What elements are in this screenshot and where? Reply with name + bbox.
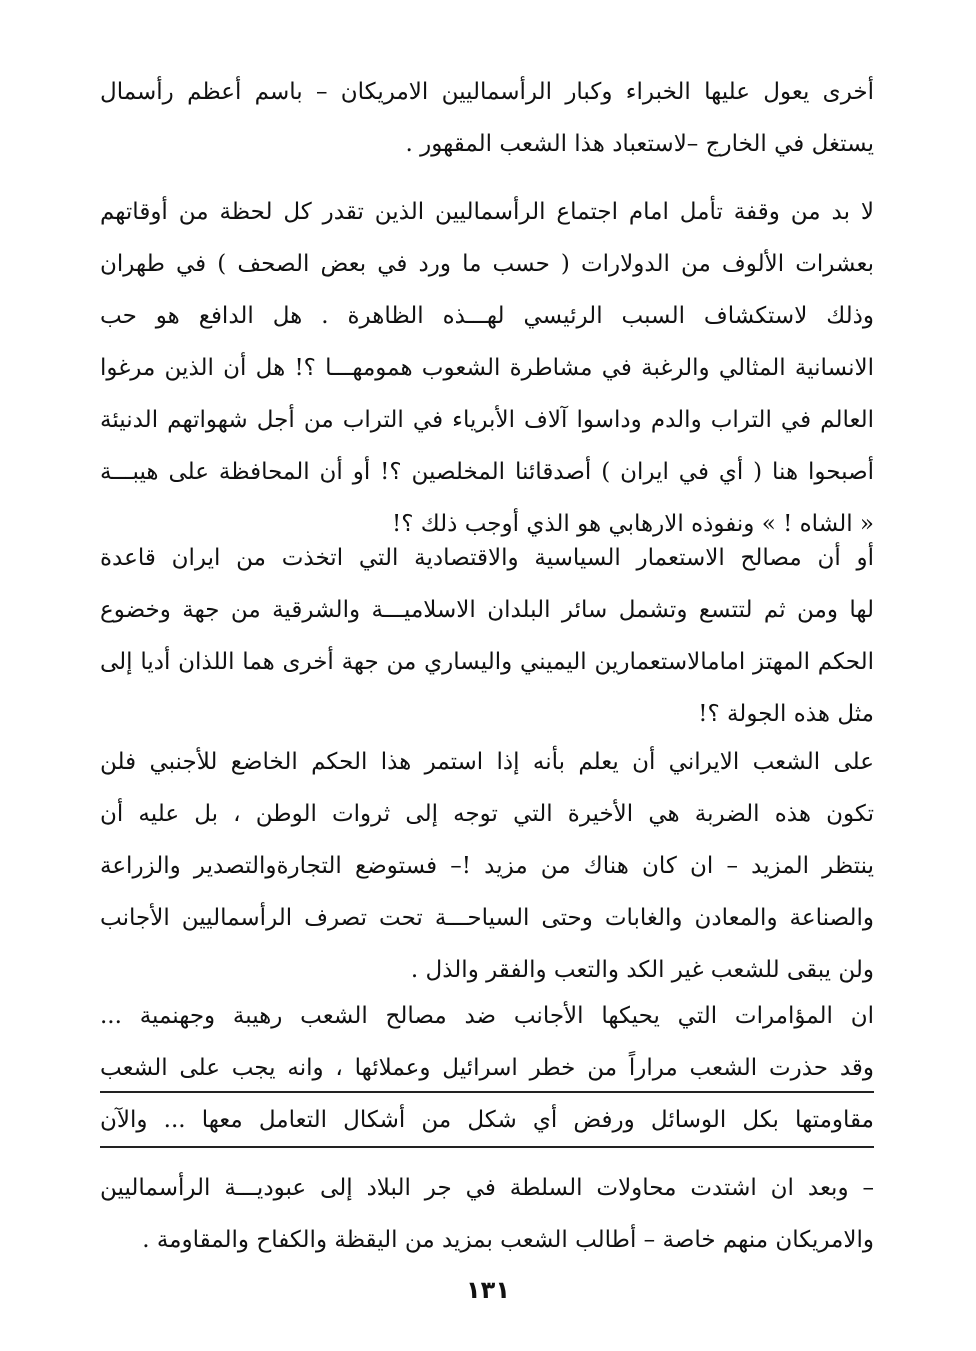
text-line: والصناعة والمعادن والغابات وحتى السياحـــة تحت تصرف الرأسماليين الأجانب	[100, 905, 874, 931]
text-line: أخرى يعول عليها الخبراء وكبار الرأسماليين الامريكان – باسم أعظم رأسمال	[100, 79, 874, 105]
text-line: ان المؤامرات التي يحيكها الأجانب ضد مصالح الشعب رهيبة وجهنمية ...	[100, 1003, 874, 1029]
text-line: مقاومتها بكل الوسائل ورفض أي شكل من أشكال التعامل معها ... والآن	[100, 1107, 874, 1133]
text-line: بعشرات الألوف من الدولارات ( حسب ما ورد في بعض الصحف ) في طهران	[100, 251, 874, 277]
text-line: مثل هذه الجولة ؟!	[698, 701, 874, 727]
text-line: الانسانية المثالي والرغبة في مشاطرة الشعوب همومهـــا ؟! هل أن الذين مرغوا	[100, 355, 874, 381]
text-line: على الشعب الايراني أن يعلم بأنه إذا استمر هذا الحكم الخاضع للأجنبي فلن	[100, 749, 874, 775]
paragraph-1	[100, 66, 874, 170]
text-line: يستغل في الخارج –لاستعباد هذا الشعب المقهور .	[405, 131, 874, 157]
text-line: تكون هذه الضربة هي الأخيرة التي توجه إلى ثروات الوطن ، بل عليه أن	[100, 801, 874, 827]
text-line: لها ومن ثم لتتسع وتشمل سائر البلدان الاسلاميـــة والشرقية من جهة وخضوع	[100, 597, 874, 623]
paragraph-6	[100, 1162, 874, 1266]
paragraph-5	[100, 990, 874, 1146]
text-line: ولن يبقى للشعب غير الكد والتعب والفقر والذل .	[410, 957, 874, 983]
text-line: أو أن مصالح الاستعمار السياسية والاقتصادية التي اتخذت من ايران قاعدة	[100, 545, 874, 571]
text-line: لا بد من وقفة تأمل امام اجتماع الرأسماليين الذين تقدر كل لحظة من أوقاتهم	[100, 199, 874, 225]
paragraph-3	[100, 532, 874, 740]
text-line: وذلك لاستكشاف السبب الرئيسي لهـــذه الظاهرة . هل الدافع هو حب	[100, 303, 874, 329]
paragraph-2	[100, 186, 874, 550]
underline-rule	[100, 1146, 874, 1148]
text-line: وقد حذرت الشعب مراراً من خطر اسرائيل وعملائها ، وانه يجب على الشعب	[100, 1055, 874, 1081]
paragraph-4	[100, 736, 874, 996]
underline-rule	[100, 1091, 874, 1093]
text-line: – وبعد ان اشتدت محاولات السلطة في جر البلاد إلى عبوديـــة الرأسماليين	[100, 1175, 874, 1201]
text-line: والامريكان منهم خاصة – أطالب الشعب بمزيد من اليقظة والكفاح والمقاومة .	[142, 1227, 874, 1253]
text-line: العالم في التراب والدم وداسوا آلاف الأبرياء في التراب من أجل شهواتهم الدنيئة	[100, 407, 874, 433]
text-line: الحكم المهتز امامالاستعمارين اليميني واليساري من جهة أخرى هما اللذان أديا إلى	[100, 649, 874, 675]
text-line: أصبحوا هنا ( أي في ايران ) أصدقائنا المخلصين ؟! أو أن المحافظة على هيبـــة	[100, 459, 874, 485]
text-line: « الشاه ! » ونفوذه الارهابي هو الذي أوجب ذلك ؟!	[392, 511, 874, 537]
text-line: ينتظر المزيد – ان كان هناك من مزيد !– فستوضع التجارةوالتصدير والزراعة	[100, 853, 874, 879]
page-number: ١٣١	[466, 1276, 510, 1304]
